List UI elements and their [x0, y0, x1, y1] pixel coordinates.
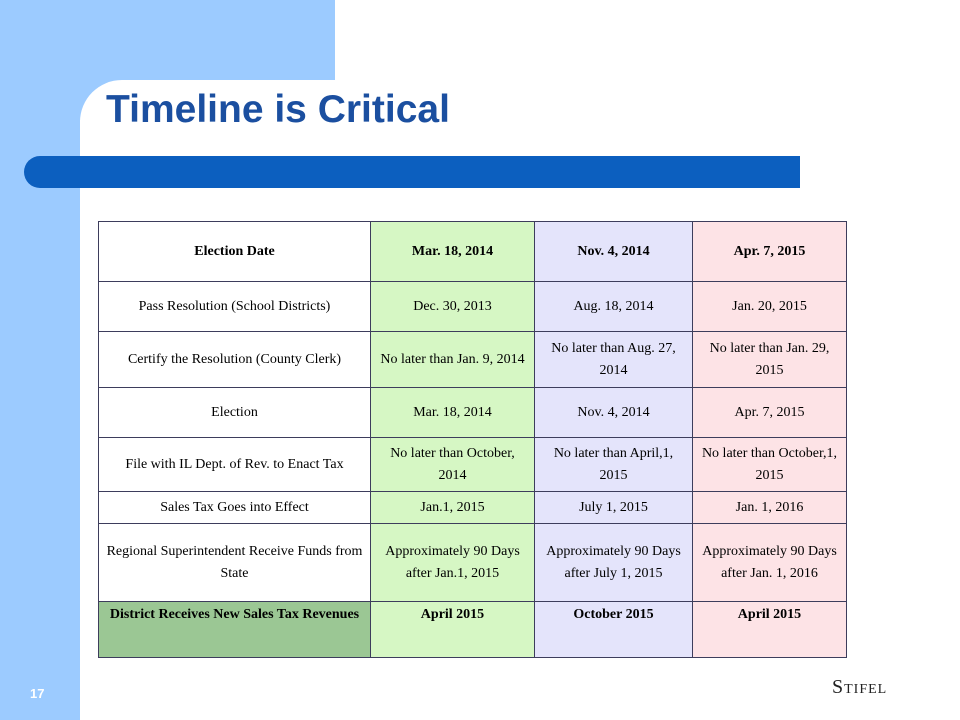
table-cell: No later than April,1, 2015	[535, 438, 693, 492]
table-row	[99, 282, 847, 332]
table-cell: No later than October,1, 2015	[693, 438, 847, 492]
row-label-cell: Pass Resolution (School Districts)	[99, 282, 371, 332]
table-header-row	[99, 222, 847, 282]
table-cell: Approximately 90 Days after Jan.1, 2015	[371, 524, 535, 602]
header-cell: Nov. 4, 2014	[535, 222, 693, 282]
header-cell: Mar. 18, 2014	[371, 222, 535, 282]
table-cell: Aug. 18, 2014	[535, 282, 693, 332]
row-label-cell: Regional Superintendent Receive Funds from State	[99, 524, 371, 602]
header-label-cell: Election Date	[99, 222, 371, 282]
table-row	[99, 388, 847, 438]
row-label-cell: File with IL Dept. of Rev. to Enact Tax	[99, 438, 371, 492]
left-decor-band	[0, 0, 80, 720]
table-cell: No later than Aug. 27, 2014	[535, 332, 693, 388]
table-cell: April 2015	[371, 602, 535, 658]
table-row	[99, 332, 847, 388]
row-label-cell: Sales Tax Goes into Effect	[99, 492, 371, 524]
table-cell: No later than October, 2014	[371, 438, 535, 492]
row-label-cell: Election	[99, 388, 371, 438]
table-row	[99, 524, 847, 602]
table-cell: July 1, 2015	[535, 492, 693, 524]
table-row-highlight	[99, 602, 847, 658]
table-cell: Jan.1, 2015	[371, 492, 535, 524]
header-cell: Apr. 7, 2015	[693, 222, 847, 282]
title-underline-bar	[24, 156, 800, 188]
row-label-cell: District Receives New Sales Tax Revenues	[99, 602, 371, 658]
table-cell: Apr. 7, 2015	[693, 388, 847, 438]
company-logo: Stifel	[832, 676, 888, 698]
table-cell: Approximately 90 Days after July 1, 2015	[535, 524, 693, 602]
table-cell: No later than Jan. 29, 2015	[693, 332, 847, 388]
table-cell: Jan. 1, 2016	[693, 492, 847, 524]
row-label-cell: Certify the Resolution (County Clerk)	[99, 332, 371, 388]
table-cell: Mar. 18, 2014	[371, 388, 535, 438]
table-cell: Jan. 20, 2015	[693, 282, 847, 332]
page-number: 17	[30, 686, 45, 701]
table-cell: Approximately 90 Days after Jan. 1, 2016	[693, 524, 847, 602]
table-cell: April 2015	[693, 602, 847, 658]
table-cell: No later than Jan. 9, 2014	[371, 332, 535, 388]
table-cell: Nov. 4, 2014	[535, 388, 693, 438]
table-row	[99, 492, 847, 524]
table-cell: Dec. 30, 2013	[371, 282, 535, 332]
timeline-table	[98, 221, 847, 658]
table-row	[99, 438, 847, 492]
slide-title: Timeline is Critical	[106, 88, 450, 131]
table-cell: October 2015	[535, 602, 693, 658]
